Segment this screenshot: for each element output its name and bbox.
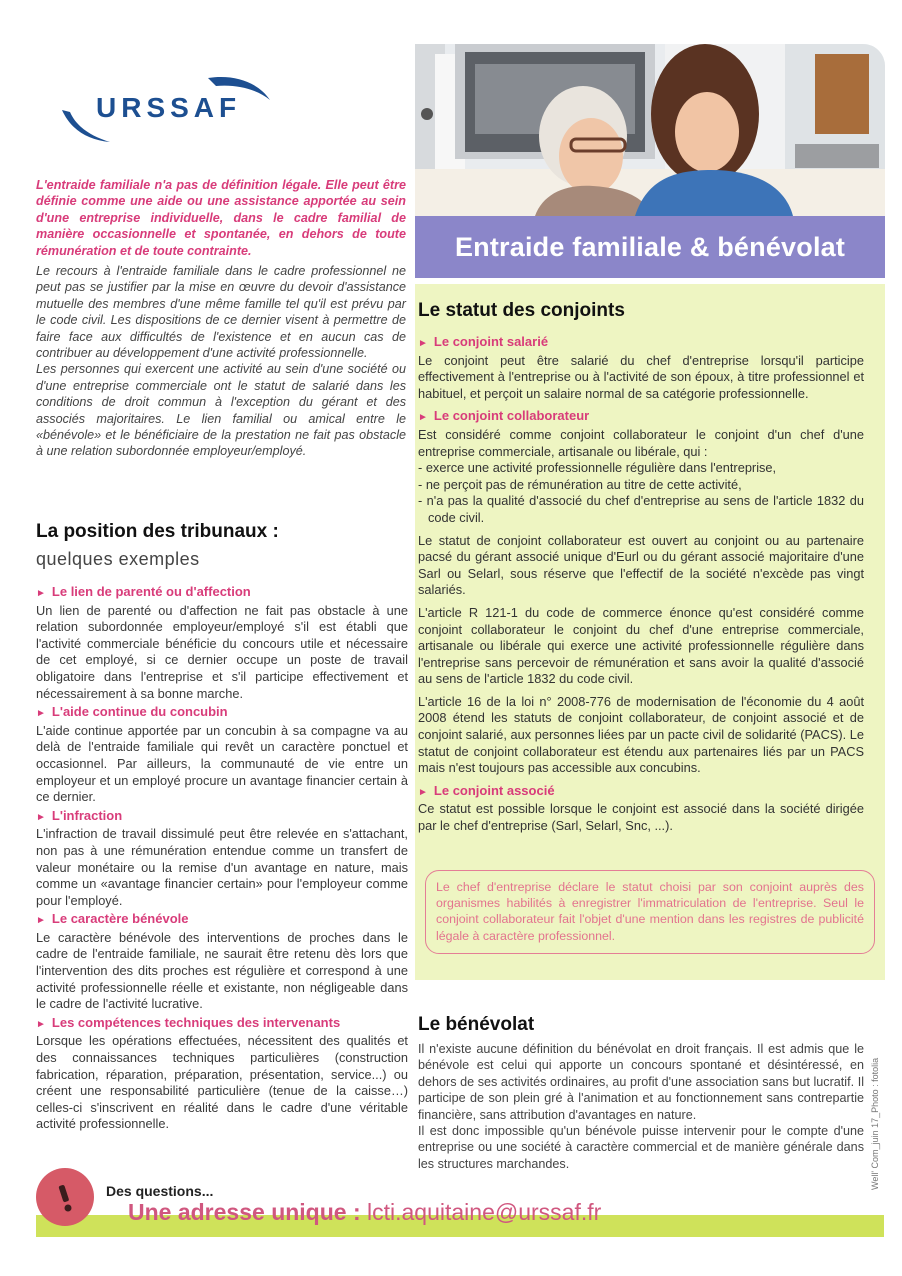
list-item: - n'a pas la qualité d'associé du chef d'entreprise au sens de l'article 1832 du code civil. <box>418 493 864 525</box>
arrow-right-icon: ► <box>36 708 46 720</box>
statut-title: Le statut des conjoints <box>418 300 625 321</box>
case-title: ► Les compétences techniques des intervenants <box>36 1014 341 1030</box>
arrow-right-icon: ► <box>418 412 428 424</box>
header-photo <box>415 44 885 216</box>
case-text: L'aide continue apportée par un concubin à sa compagne va au delà de l'entraide familiale qui revêt un caractère ponctuel et occasionnel. Par ailleurs, la communauté de vie entre un employeur et un employé procure un avantage financier certain à ce dernier. <box>36 722 408 805</box>
title-banner <box>415 216 885 278</box>
credit-text: Well' Com_juin 17_Photo : fotolia <box>870 1057 880 1190</box>
intro-highlight: L'entraide familiale n'a pas de définition légale. Elle peut être définie comme une aide ou une assistance apportée au sein d'une entreprise individuelle, dans le cadre familial de manière occasionnelle et spontanée, en dehors de toute rémunération et de toute contrainte. <box>36 178 406 258</box>
statut-content <box>418 334 864 835</box>
section-text: Est considéré comme conjoint collaborateur le conjoint d'un chef d'une entreprise commerciale, artisanale ou libérale, qui : <box>418 426 864 459</box>
info-note: Le chef d'entreprise déclare le statut choisi par son conjoint auprès des organismes habilités à enregistrer l'immatriculation de l'entreprise. Seul le conjoint collaborateur fait l'objet d'une mention dans les registres de publicité légale à caractère professionnel. <box>425 870 875 954</box>
tribunaux-title: La position des tribunaux : <box>36 521 279 542</box>
logo-text: URSSAF <box>96 92 242 123</box>
case-title: ► Le lien de parenté ou d'affection <box>36 584 251 599</box>
section-text: Ce statut est possible lorsque le conjoint est associé dans la société dirigée par le chef d'entreprise (Sarl, Selarl, Snc, ...). <box>418 801 864 834</box>
arrow-right-icon: ► <box>36 915 46 927</box>
arrow-right-icon: ► <box>36 811 46 823</box>
criteria-list <box>418 460 864 526</box>
arrow-right-icon: ► <box>36 1018 46 1030</box>
contact-address <box>128 1199 601 1226</box>
benevolat-paragraph: Il n'existe aucune définition du bénévolat en droit français. Il est admis que le bénévole est celui qui apporte un concours spontané et désintéressé, en dehors de ses activités ordinaires, au profit d'une association sans but lucratif. Il participe de son plein gré à l'animation et au fonctionnement sans contrepartie financière, sans attribution d'avantages en nature. <box>418 1042 864 1122</box>
questions-label: Des questions... <box>106 1183 214 1199</box>
case-title: ► L'aide continue du concubin <box>36 704 228 720</box>
tribunaux-cases <box>36 584 408 1135</box>
section-text: L'article 16 de la loi n° 2008-776 de modernisation de l'économie du 4 août 2008 étend les statuts de conjoint collaborateur, de conjoint associé et de conjoint salarié, aux personnes liées par un pacte civil de solidarité (PACS). Le statut de conjoint collaborateur est étendu aux partenaires liés par un PACS mais n'est toujours pas accessible aux concubins. <box>418 693 864 776</box>
benevolat-paragraph: Il est donc impossible qu'un bénévole puisse intervenir pour le compte d'une entreprise ou une société à caractère commercial et de manière générale dans les structures marchandes. <box>418 1124 864 1171</box>
tribunaux-subtitle: quelques exemples <box>36 549 200 569</box>
page-title: Entraide familiale & bénévolat <box>454 232 846 262</box>
list-item: - ne perçoit pas de rémunération au titre de cette activité, <box>418 476 742 492</box>
section-text: Le conjoint peut être salarié du chef d'entreprise lorsqu'il participe effectivement à l'entreprise ou à l'activité de son époux, à titre professionnel et habituel, et perçoit un salaire normal de sa catégorie professionnelle. <box>418 352 864 401</box>
benevolat-title: Le bénévolat <box>418 1014 535 1035</box>
section-title: ► Le conjoint collaborateur <box>418 408 590 424</box>
arrow-right-icon: ► <box>418 338 428 349</box>
question-badge <box>36 1168 94 1226</box>
intro-paragraph: Le recours à l'entraide familiale dans le cadre professionnel ne peut pas se justifier par la mise en œuvre du devoir d'assistance mutuelle des membres d'une même famille tel qu'il est prévu par le code civil. Les dispositions de ce dernier visent à permettre de faire face aux difficultés de l'existence et en aucun cas de contribuer au développement d'une activité professionnelle. <box>36 264 406 361</box>
section-text: Le statut de conjoint collaborateur est ouvert au conjoint ou au partenaire pacsé du gérant associé unique d'Eurl ou du gérant associé majoritaire d'une Sarl ou Selarl, sous réserve que l'effectif de la société n'excède pas vingt salariés. <box>418 532 864 598</box>
section-title: ► Le conjoint salarié <box>418 334 549 349</box>
photo-credit <box>870 1040 886 1190</box>
case-text: Lorsque les opérations effectuées, nécessitent des qualités et des connaissances techniques particulières (construction fabrication, réparation, préparation, présentation, service...) ou créent une responsabilité particulière (tenue de la caisse…) celles-ci s'inscrivent en réalité dans le cadre d'une véritable activité professionnelle. <box>36 1033 408 1132</box>
email-link[interactable]: lcti.aquitaine@urssaf.fr <box>367 1199 602 1225</box>
case-title: ► Le caractère bénévole <box>36 911 189 927</box>
case-text: Le caractère bénévole des interventions de proches dans le cadre de l'entraide familiale, ne saurait être retenu dès lors que l'intervention des dits proches est régulière et correspond à une activité professionnelle réelle et existante, non négligeable dans le cadre de l'activité lucrative. <box>36 929 408 1012</box>
statut-section <box>418 300 864 841</box>
exclamation-icon <box>36 1168 94 1226</box>
case-text: Un lien de parenté ou d'affection ne fait pas obstacle à une relation subordonnée employeur/employé s'il est établi que l'activité commerciale bénéficie du concours utile et nécessaire de cet employé, si ce dernier occupe un poste de travail obligatoire dans l'entreprise et s'il participe effectivement et nécessairement à sa bonne marche. <box>36 602 408 701</box>
arrow-right-icon: ► <box>418 786 428 798</box>
arrow-right-icon: ► <box>36 588 46 599</box>
intro-body <box>36 263 406 460</box>
section-title: ► Le conjoint associé <box>418 782 555 798</box>
list-item: - exerce une activité professionnelle régulière dans l'entreprise, <box>418 460 777 476</box>
case-title: ► L'infraction <box>36 807 123 823</box>
benevolat-body <box>418 1041 864 1172</box>
intro-paragraph: Les personnes qui exercent une activité au sein d'une société ou d'une entreprise commerciale ont le statut de salarié dans les conditions de droit commun à l'exception du gérant et des associés majoritaires. Le lien familial ou amical entre le «bénévole» et le bénéficiaire de la prestation ne fait pas obstacle à une relation subordonnée employeur/employé. <box>36 362 406 459</box>
address-label: Une adresse unique : <box>128 1199 361 1225</box>
case-text: L'infraction de travail dissimulé peut être relevée en s'attachant, non pas à une rémunération entendue comme un transfert de valeur monétaire ou la remise d'un avantage en nature, mais comme un «avantage financier certain» pour l'employeur comme pour l'employé. <box>36 826 408 908</box>
section-text: L'article R 121-1 du code de commerce énonce qu'est considéré comme conjoint collaborateur le conjoint du chef d'une entreprise commerciale, artisanale ou libérale qui exerce une activité professionnelle régulière dans l'entreprise sans percevoir de rémunération et sans avoir la qualité d'associé au sens de l'article 1832 du code civil. <box>418 604 864 687</box>
